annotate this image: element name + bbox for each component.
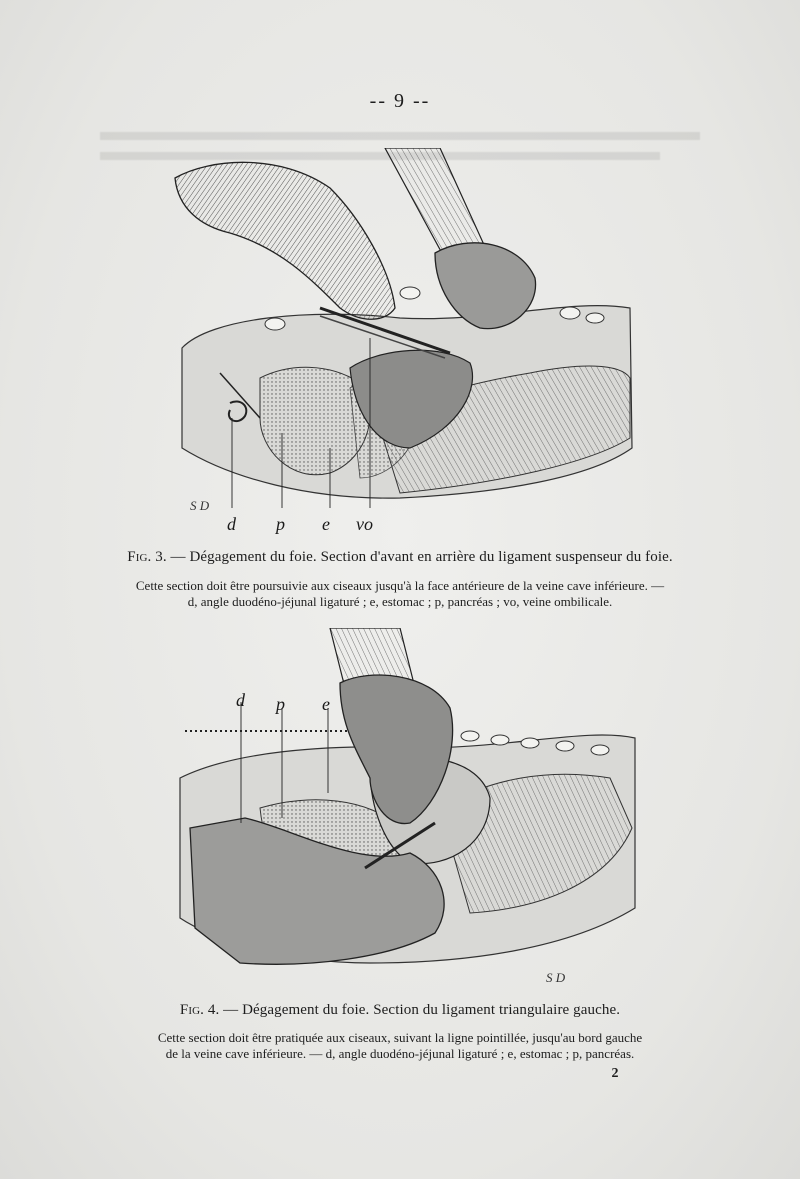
figure-4-number: Fig. 4. — [179, 1002, 220, 1018]
figure-3-caption-line: d, angle duodéno-jéjunal ligaturé ; e, estomac ; p, pancréas ; vo, veine ombilicale. — [187, 594, 613, 609]
label-e: e — [322, 694, 330, 714]
label-vo: vo — [356, 514, 373, 534]
figure-3-caption-body — [90, 578, 710, 610]
figure-4-illustration — [170, 628, 640, 998]
figure-4-caption-body — [90, 1030, 710, 1062]
label-d: d — [227, 514, 236, 534]
printer-signature-mark: 2 — [611, 1066, 619, 1081]
figure-3-number: Fig. 3. — [127, 549, 167, 565]
page-number: -- 9 -- — [369, 90, 431, 112]
figure-4-caption-line: Cette section doit être pratiquée aux ciseaux, suivant la ligne pointillée, jusqu'au bord gauche — [157, 1030, 643, 1045]
figure-4-caption-title — [90, 1002, 710, 1019]
figure-3-caption-line: Cette section doit être poursuivie aux ciseaux jusqu'à la face antérieure de la veine cave inférieure. — — [135, 578, 665, 593]
label-p: p — [276, 694, 285, 714]
right-hand-gloved — [435, 243, 536, 329]
label-e: e — [322, 514, 330, 534]
artist-mark: S D — [190, 498, 210, 513]
artist-mark: S D — [546, 970, 566, 985]
figure-4-caption-line: de la veine cave inférieure. — d, angle duodéno-jéjunal ligaturé ; e, estomac ; p, pancréas. — [165, 1046, 635, 1061]
figure-4-title-text: — Dégagement du foie. Section du ligament triangulaire gauche. — [219, 1002, 621, 1018]
figure-3-title-text: — Dégagement du foie. Section d'avant en arrière du ligament suspenseur du foie. — [166, 549, 673, 565]
figure-3-caption-title — [90, 549, 710, 566]
label-p: p — [276, 514, 285, 534]
figure-3-illustration — [170, 148, 640, 538]
label-d: d — [236, 690, 245, 710]
left-hand-gloved — [175, 162, 395, 319]
